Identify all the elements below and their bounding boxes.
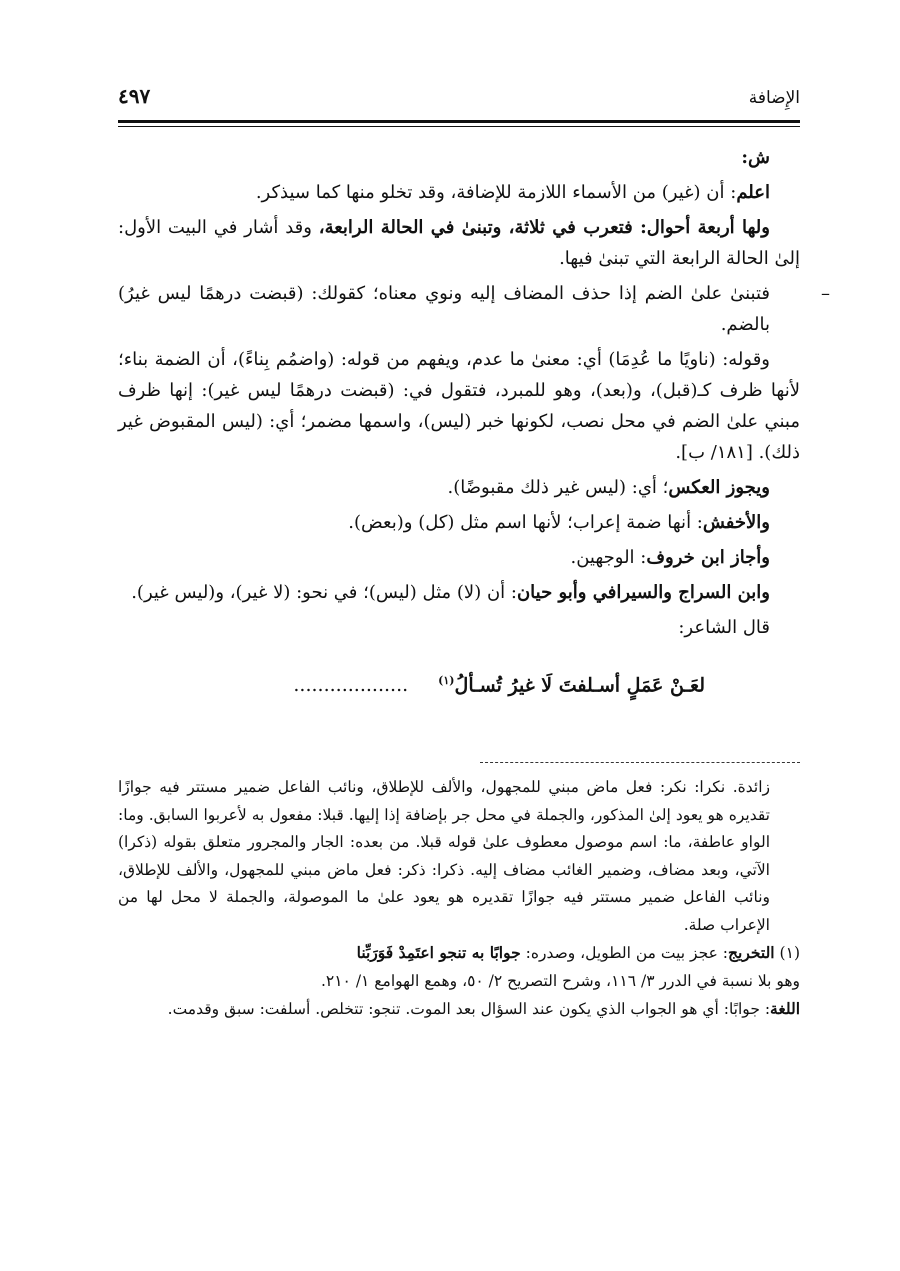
- bold-lead: ولها أربعة أحوال: فتعرب في ثلاثة، وتبنىٰ في الحالة الرابعة،: [318, 217, 770, 238]
- paragraph: [118, 577, 800, 608]
- footnote-number: (١): [779, 944, 800, 962]
- bold-lead: اللغة: [770, 999, 800, 1018]
- bold-lead: وأجاز ابن خروف: [646, 547, 770, 568]
- page-number: ٤٩٧: [118, 84, 151, 108]
- footnote-continuation: زائدة. نكرا: نكر: فعل ماض مبني للمجهول، والألف للإطلاق، ونائب الفاعل ضمير مستتر فيه جوازًا تقديره هو يعود إلىٰ المذكور، والجملة في محل جر بإضافة إذا إليها. قبلا: مفعول به لأعربوا السابق. وما: الواو عاطفة، ما: اسم موصول معطوف علىٰ قوله قبلا. من بعده: الجار والمجرور متعلق بقوله (ذكرا) الآتي، وبعد مضاف، وضمير الغائب مضاف إليه. ذكرا: ذكر: فعل ماض مبني للمجهول، والألف للإطلاق، ونائب الفاعل ضمير مستتر فيه جوازًا تقديره هو يعود علىٰ ما الموصولة، والجملة لا محل لها من الإعراب صلة.: [118, 778, 770, 934]
- paragraph: [118, 507, 800, 538]
- footnote-mark: (١): [438, 674, 455, 687]
- footnote-verse: جوابًا به تنجو اعتَمِدْ فَوَرَبِّنا: [356, 943, 521, 962]
- bold-lead: ويجوز العكس: [668, 477, 770, 498]
- header-rule: [118, 120, 800, 123]
- bold-lead: وابن السراج والسيرافي وأبو حيان: [516, 582, 770, 603]
- bullet-paragraph: [118, 278, 830, 340]
- footnote-sources: وهو بلا نسبة في الدرر ٣/ ١١٦، وشرح التصريح ٢/ ٥٠، وهمع الهوامع ١/ ٢١٠.: [320, 971, 800, 990]
- paragraph-text: فتبنىٰ علىٰ الضم إذا حذف المضاف إليه ونوي معناه؛ كقولك: (قبضت درهمًا ليس غيرُ) بالضم.: [118, 283, 770, 335]
- paragraph-text: : أن (غير) من الأسماء اللازمة للإضافة، وقد تخلو منها كما سيذكر.: [255, 182, 737, 203]
- paragraph: وقوله: (ناويًا ما عُدِمَا) أي: معنىٰ ما عدم، ويفهم من قوله: (واضمُم بِناءً)، أن الضمة بناء؛ لأنها ظرف كـ(قبل)، و(بعد)، وهو للمبرد، فتقول في: (قبضت درهمًا ليس غير): إنها ظرف مبني علىٰ الضم في محل نصب، لكونها خبر (ليس)، واسمها مضمر؛ أي: (ليس المقبوض غير ذلك). [١٨١/ ب].: [118, 349, 800, 463]
- footnotes: [118, 774, 800, 1024]
- paragraph-text: : الوجهين.: [570, 547, 647, 568]
- verse-line: [118, 665, 800, 701]
- paragraph: [118, 177, 800, 208]
- sharh-label: ش:: [741, 147, 770, 168]
- paragraph: [118, 212, 800, 274]
- footnote-text: : جوابًا: أي هو الجواب الذي يكون عند السؤال بعد الموت. تنجو: تتخلص. أسلفت: سبق وقدمت.: [167, 1000, 771, 1018]
- running-header: [118, 84, 800, 114]
- paragraph-text: ؛ أي: (ليس غير ذلك مقبوضًا).: [447, 477, 669, 498]
- main-text: [118, 142, 830, 705]
- verse-dots: ...................: [293, 674, 409, 697]
- bold-lead: التخريج: [728, 943, 775, 962]
- footnote-separator: [480, 762, 800, 763]
- paragraph-text: : أن (لا) مثل (ليس)؛ في نحو: (لا غير)، و(ليس غير).: [131, 582, 517, 603]
- paragraph-text: وقد أشار في البيت الأول: إلىٰ الحالة الرابعة التي تبنىٰ فيها.: [118, 217, 800, 269]
- paragraph-text: : أنها ضمة إعراب؛ لأنها اسم مثل (كل) و(بعض).: [348, 512, 703, 533]
- paragraph: [118, 542, 800, 573]
- header-rule-thin: [118, 126, 800, 127]
- sharh-marker: [118, 142, 800, 173]
- footnote-lexicon: [118, 995, 800, 1024]
- paragraph: [118, 472, 800, 503]
- dash-marker: –: [821, 283, 830, 304]
- verse-text: لعَـنْ عَمَلٍ أسـلفتَ لَا غيرُ تُسـألُ: [454, 674, 705, 697]
- bold-lead: والأخفش: [702, 512, 770, 533]
- poet-intro: قال الشاعر:: [678, 617, 770, 638]
- bold-lead: اعلم: [736, 182, 770, 203]
- footnote: [118, 939, 800, 968]
- chapter-title: الإِضافة: [748, 88, 800, 108]
- footnote-text: : عجز بيت من الطويل، وصدره:: [520, 944, 729, 962]
